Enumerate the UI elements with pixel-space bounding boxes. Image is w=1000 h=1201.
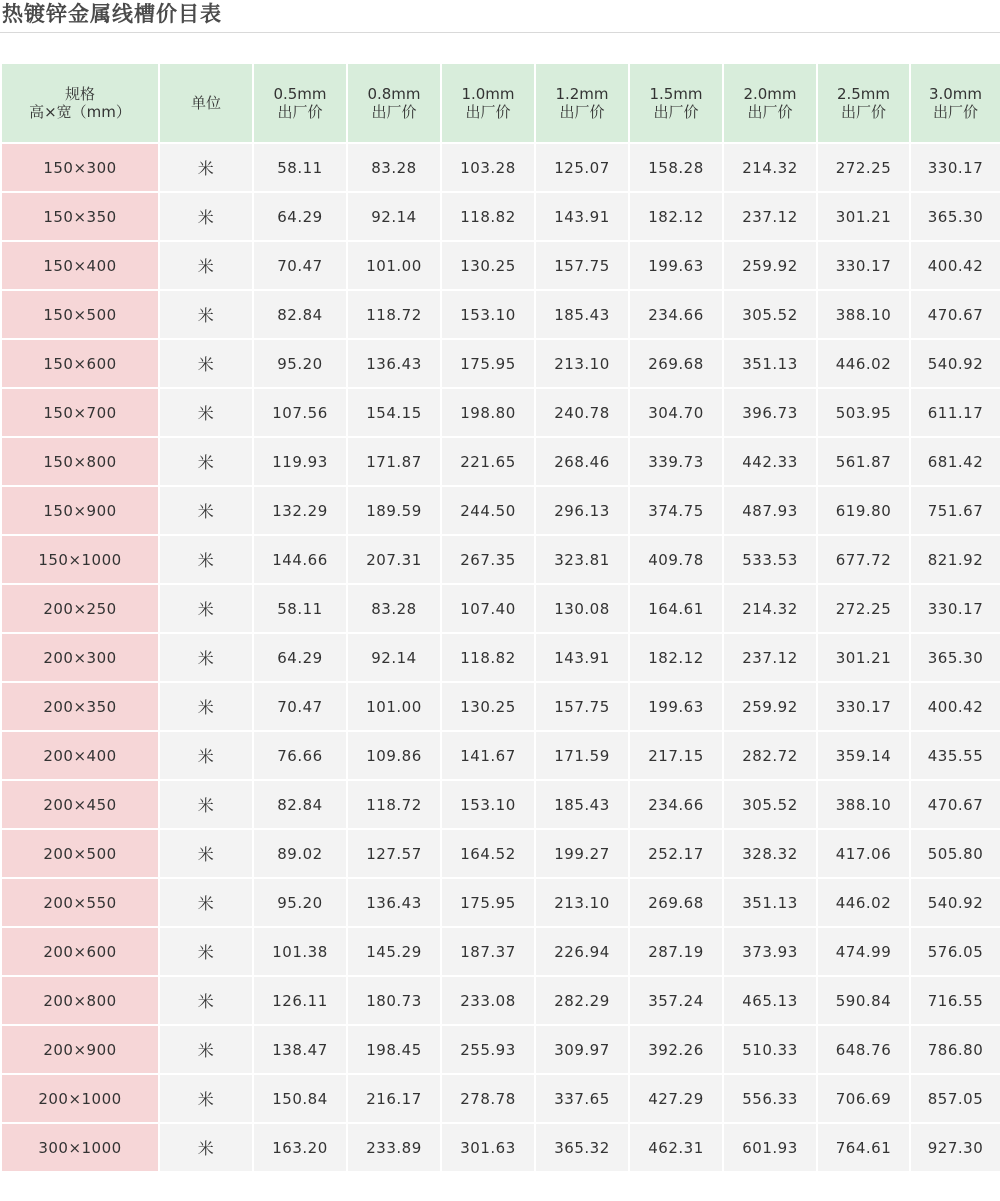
unit-cell: 米 [159, 1123, 253, 1172]
price-cell: 272.25 [817, 584, 910, 633]
price-cell: 470.67 [910, 290, 1000, 339]
price-cell: 138.47 [253, 1025, 347, 1074]
header-thickness-size: 2.0mm [743, 85, 797, 103]
price-cell: 272.25 [817, 143, 910, 192]
spec-cell: 150×400 [1, 241, 159, 290]
price-cell: 400.42 [910, 682, 1000, 731]
price-cell: 240.78 [535, 388, 629, 437]
price-cell: 70.47 [253, 241, 347, 290]
price-cell: 374.75 [629, 486, 723, 535]
price-cell: 339.73 [629, 437, 723, 486]
spec-cell: 150×600 [1, 339, 159, 388]
spec-cell: 200×500 [1, 829, 159, 878]
price-cell: 83.28 [347, 143, 441, 192]
price-cell: 89.02 [253, 829, 347, 878]
price-cell: 601.93 [723, 1123, 817, 1172]
table-row [1, 1123, 1000, 1172]
price-cell: 119.93 [253, 437, 347, 486]
price-cell: 330.17 [910, 584, 1000, 633]
price-cell: 58.11 [253, 143, 347, 192]
table-body [1, 143, 1000, 1172]
unit-cell: 米 [159, 486, 253, 535]
price-cell: 83.28 [347, 584, 441, 633]
price-cell: 143.91 [535, 633, 629, 682]
price-cell: 927.30 [910, 1123, 1000, 1172]
price-cell: 619.80 [817, 486, 910, 535]
price-cell: 180.73 [347, 976, 441, 1025]
price-cell: 125.07 [535, 143, 629, 192]
price-cell: 82.84 [253, 780, 347, 829]
spec-cell: 200×800 [1, 976, 159, 1025]
price-cell: 462.31 [629, 1123, 723, 1172]
header-thickness-size: 0.8mm [367, 85, 421, 103]
price-cell: 157.75 [535, 682, 629, 731]
table-row [1, 339, 1000, 388]
header-thickness [347, 63, 441, 143]
price-cell: 373.93 [723, 927, 817, 976]
price-cell: 365.32 [535, 1123, 629, 1172]
price-cell: 282.72 [723, 731, 817, 780]
price-cell: 786.80 [910, 1025, 1000, 1074]
header-thickness-label: 出厂价 [840, 103, 886, 121]
price-cell: 234.66 [629, 290, 723, 339]
price-cell: 234.66 [629, 780, 723, 829]
unit-cell: 米 [159, 388, 253, 437]
unit-cell: 米 [159, 584, 253, 633]
price-cell: 70.47 [253, 682, 347, 731]
price-cell: 64.29 [253, 192, 347, 241]
price-cell: 470.67 [910, 780, 1000, 829]
price-cell: 199.27 [535, 829, 629, 878]
unit-cell: 米 [159, 633, 253, 682]
header-row [1, 63, 1000, 143]
table-row [1, 976, 1000, 1025]
price-cell: 357.24 [629, 976, 723, 1025]
price-cell: 107.40 [441, 584, 535, 633]
header-thickness-label: 出厂价 [465, 103, 511, 121]
price-cell: 101.38 [253, 927, 347, 976]
price-cell: 118.82 [441, 192, 535, 241]
price-cell: 136.43 [347, 339, 441, 388]
price-cell: 328.32 [723, 829, 817, 878]
price-cell: 244.50 [441, 486, 535, 535]
price-cell: 396.73 [723, 388, 817, 437]
price-cell: 127.57 [347, 829, 441, 878]
price-cell: 153.10 [441, 290, 535, 339]
price-cell: 145.29 [347, 927, 441, 976]
price-cell: 153.10 [441, 780, 535, 829]
price-cell: 278.78 [441, 1074, 535, 1123]
price-cell: 171.59 [535, 731, 629, 780]
price-cell: 269.68 [629, 878, 723, 927]
price-cell: 821.92 [910, 535, 1000, 584]
price-cell: 214.32 [723, 143, 817, 192]
price-cell: 143.91 [535, 192, 629, 241]
price-cell: 103.28 [441, 143, 535, 192]
price-cell: 213.10 [535, 339, 629, 388]
header-unit: 单位 [159, 63, 253, 143]
table-row [1, 633, 1000, 682]
price-cell: 141.67 [441, 731, 535, 780]
price-cell: 556.33 [723, 1074, 817, 1123]
table-row [1, 584, 1000, 633]
price-cell: 267.35 [441, 535, 535, 584]
unit-cell: 米 [159, 535, 253, 584]
table-row [1, 437, 1000, 486]
price-cell: 64.29 [253, 633, 347, 682]
price-cell: 505.80 [910, 829, 1000, 878]
header-thickness-label: 出厂价 [559, 103, 605, 121]
price-cell: 857.05 [910, 1074, 1000, 1123]
price-cell: 158.28 [629, 143, 723, 192]
table-row [1, 535, 1000, 584]
price-cell: 330.17 [817, 241, 910, 290]
spec-cell: 150×350 [1, 192, 159, 241]
price-cell: 217.15 [629, 731, 723, 780]
price-cell: 301.63 [441, 1123, 535, 1172]
price-cell: 101.00 [347, 682, 441, 731]
price-cell: 309.97 [535, 1025, 629, 1074]
spec-cell: 200×1000 [1, 1074, 159, 1123]
price-cell: 465.13 [723, 976, 817, 1025]
price-cell: 136.43 [347, 878, 441, 927]
price-cell: 130.25 [441, 682, 535, 731]
price-cell: 304.70 [629, 388, 723, 437]
price-cell: 269.68 [629, 339, 723, 388]
price-cell: 259.92 [723, 241, 817, 290]
spec-cell: 150×500 [1, 290, 159, 339]
price-cell: 351.13 [723, 339, 817, 388]
table-row [1, 192, 1000, 241]
header-thickness-label: 出厂价 [277, 103, 323, 121]
spec-cell: 200×250 [1, 584, 159, 633]
price-cell: 132.29 [253, 486, 347, 535]
unit-cell: 米 [159, 339, 253, 388]
price-cell: 611.17 [910, 388, 1000, 437]
table-header [1, 63, 1000, 143]
price-cell: 92.14 [347, 192, 441, 241]
price-cell: 268.46 [535, 437, 629, 486]
price-cell: 301.21 [817, 192, 910, 241]
price-cell: 330.17 [910, 143, 1000, 192]
price-cell: 287.19 [629, 927, 723, 976]
price-cell: 359.14 [817, 731, 910, 780]
price-cell: 648.76 [817, 1025, 910, 1074]
table-row [1, 731, 1000, 780]
table-row [1, 388, 1000, 437]
unit-cell: 米 [159, 829, 253, 878]
price-cell: 716.55 [910, 976, 1000, 1025]
price-cell: 157.75 [535, 241, 629, 290]
header-thickness-size: 1.5mm [649, 85, 703, 103]
table-row [1, 829, 1000, 878]
price-cell: 130.25 [441, 241, 535, 290]
spec-cell: 200×550 [1, 878, 159, 927]
price-cell: 233.89 [347, 1123, 441, 1172]
header-spec-line2: 高×宽（mm） [29, 103, 131, 121]
price-cell: 58.11 [253, 584, 347, 633]
price-cell: 764.61 [817, 1123, 910, 1172]
unit-cell: 米 [159, 682, 253, 731]
price-cell: 164.52 [441, 829, 535, 878]
price-cell: 540.92 [910, 878, 1000, 927]
price-cell: 435.55 [910, 731, 1000, 780]
price-cell: 150.84 [253, 1074, 347, 1123]
price-cell: 576.05 [910, 927, 1000, 976]
header-thickness-label: 出厂价 [932, 103, 978, 121]
unit-cell: 米 [159, 1074, 253, 1123]
price-cell: 171.87 [347, 437, 441, 486]
spec-cell: 200×450 [1, 780, 159, 829]
price-cell: 417.06 [817, 829, 910, 878]
price-cell: 82.84 [253, 290, 347, 339]
price-cell: 118.72 [347, 290, 441, 339]
price-cell: 305.52 [723, 290, 817, 339]
unit-cell: 米 [159, 192, 253, 241]
price-cell: 164.61 [629, 584, 723, 633]
price-cell: 233.08 [441, 976, 535, 1025]
table-row [1, 878, 1000, 927]
price-cell: 199.63 [629, 682, 723, 731]
table-row [1, 241, 1000, 290]
price-cell: 409.78 [629, 535, 723, 584]
spec-cell: 150×900 [1, 486, 159, 535]
unit-cell: 米 [159, 780, 253, 829]
header-spec-line1: 规格 [64, 85, 95, 103]
price-cell: 163.20 [253, 1123, 347, 1172]
price-cell: 751.67 [910, 486, 1000, 535]
price-cell: 118.82 [441, 633, 535, 682]
price-cell: 503.95 [817, 388, 910, 437]
price-cell: 337.65 [535, 1074, 629, 1123]
price-cell: 95.20 [253, 878, 347, 927]
price-cell: 144.66 [253, 535, 347, 584]
price-cell: 446.02 [817, 878, 910, 927]
price-cell: 301.21 [817, 633, 910, 682]
unit-cell: 米 [159, 241, 253, 290]
price-cell: 109.86 [347, 731, 441, 780]
price-cell: 226.94 [535, 927, 629, 976]
unit-cell: 米 [159, 878, 253, 927]
price-cell: 427.29 [629, 1074, 723, 1123]
price-cell: 392.26 [629, 1025, 723, 1074]
title-divider [0, 32, 1000, 33]
price-cell: 510.33 [723, 1025, 817, 1074]
header-thickness [910, 63, 1000, 143]
price-cell: 101.00 [347, 241, 441, 290]
header-thickness [723, 63, 817, 143]
price-cell: 130.08 [535, 584, 629, 633]
spec-cell: 200×350 [1, 682, 159, 731]
price-cell: 561.87 [817, 437, 910, 486]
price-table [0, 62, 1000, 1173]
price-cell: 182.12 [629, 192, 723, 241]
price-cell: 365.30 [910, 192, 1000, 241]
price-cell: 681.42 [910, 437, 1000, 486]
price-cell: 76.66 [253, 731, 347, 780]
price-cell: 323.81 [535, 535, 629, 584]
price-cell: 198.45 [347, 1025, 441, 1074]
price-cell: 305.52 [723, 780, 817, 829]
price-cell: 126.11 [253, 976, 347, 1025]
header-thickness-label: 出厂价 [747, 103, 793, 121]
table-row [1, 682, 1000, 731]
price-cell: 207.31 [347, 535, 441, 584]
price-cell: 282.29 [535, 976, 629, 1025]
spec-cell: 200×400 [1, 731, 159, 780]
header-thickness-size: 3.0mm [928, 85, 983, 103]
spec-cell: 200×600 [1, 927, 159, 976]
price-cell: 213.10 [535, 878, 629, 927]
price-cell: 216.17 [347, 1074, 441, 1123]
spec-cell: 150×1000 [1, 535, 159, 584]
price-cell: 351.13 [723, 878, 817, 927]
price-cell: 540.92 [910, 339, 1000, 388]
price-cell: 677.72 [817, 535, 910, 584]
table-row [1, 1074, 1000, 1123]
unit-cell: 米 [159, 1025, 253, 1074]
header-thickness-size: 0.5mm [273, 85, 327, 103]
header-thickness-size: 1.0mm [461, 85, 515, 103]
table-row [1, 780, 1000, 829]
price-cell: 214.32 [723, 584, 817, 633]
table-row [1, 290, 1000, 339]
header-thickness [253, 63, 347, 143]
price-cell: 296.13 [535, 486, 629, 535]
unit-cell: 米 [159, 437, 253, 486]
unit-cell: 米 [159, 927, 253, 976]
header-thickness [629, 63, 723, 143]
price-cell: 95.20 [253, 339, 347, 388]
price-cell: 388.10 [817, 290, 910, 339]
price-cell: 182.12 [629, 633, 723, 682]
header-spec [1, 63, 159, 143]
unit-cell: 米 [159, 976, 253, 1025]
spec-cell: 200×300 [1, 633, 159, 682]
price-cell: 107.56 [253, 388, 347, 437]
price-cell: 330.17 [817, 682, 910, 731]
price-cell: 199.63 [629, 241, 723, 290]
price-cell: 189.59 [347, 486, 441, 535]
price-cell: 185.43 [535, 290, 629, 339]
price-cell: 533.53 [723, 535, 817, 584]
unit-cell: 米 [159, 731, 253, 780]
table-row [1, 143, 1000, 192]
price-cell: 400.42 [910, 241, 1000, 290]
price-cell: 237.12 [723, 192, 817, 241]
spec-cell: 150×700 [1, 388, 159, 437]
unit-cell: 米 [159, 290, 253, 339]
price-cell: 198.80 [441, 388, 535, 437]
spec-cell: 200×900 [1, 1025, 159, 1074]
price-cell: 365.30 [910, 633, 1000, 682]
header-thickness-label: 出厂价 [653, 103, 699, 121]
header-thickness [441, 63, 535, 143]
header-thickness-size: 1.2mm [555, 85, 609, 103]
spec-cell: 150×300 [1, 143, 159, 192]
table-row [1, 1025, 1000, 1074]
price-cell: 185.43 [535, 780, 629, 829]
price-cell: 92.14 [347, 633, 441, 682]
price-cell: 221.65 [441, 437, 535, 486]
header-thickness-size: 2.5mm [836, 85, 891, 103]
price-cell: 237.12 [723, 633, 817, 682]
price-cell: 187.37 [441, 927, 535, 976]
table-row [1, 486, 1000, 535]
unit-cell: 米 [159, 143, 253, 192]
price-cell: 590.84 [817, 976, 910, 1025]
price-cell: 442.33 [723, 437, 817, 486]
header-thickness [817, 63, 910, 143]
spec-cell: 300×1000 [1, 1123, 159, 1172]
price-cell: 154.15 [347, 388, 441, 437]
price-cell: 175.95 [441, 339, 535, 388]
spec-cell: 150×800 [1, 437, 159, 486]
price-cell: 706.69 [817, 1074, 910, 1123]
price-cell: 118.72 [347, 780, 441, 829]
price-cell: 255.93 [441, 1025, 535, 1074]
price-cell: 252.17 [629, 829, 723, 878]
price-cell: 259.92 [723, 682, 817, 731]
price-cell: 474.99 [817, 927, 910, 976]
page-title: 热镀锌金属线槽价目表 [2, 2, 222, 26]
header-thickness-label: 出厂价 [371, 103, 417, 121]
price-cell: 388.10 [817, 780, 910, 829]
price-cell: 175.95 [441, 878, 535, 927]
header-thickness [535, 63, 629, 143]
price-cell: 487.93 [723, 486, 817, 535]
table-row [1, 927, 1000, 976]
price-cell: 446.02 [817, 339, 910, 388]
